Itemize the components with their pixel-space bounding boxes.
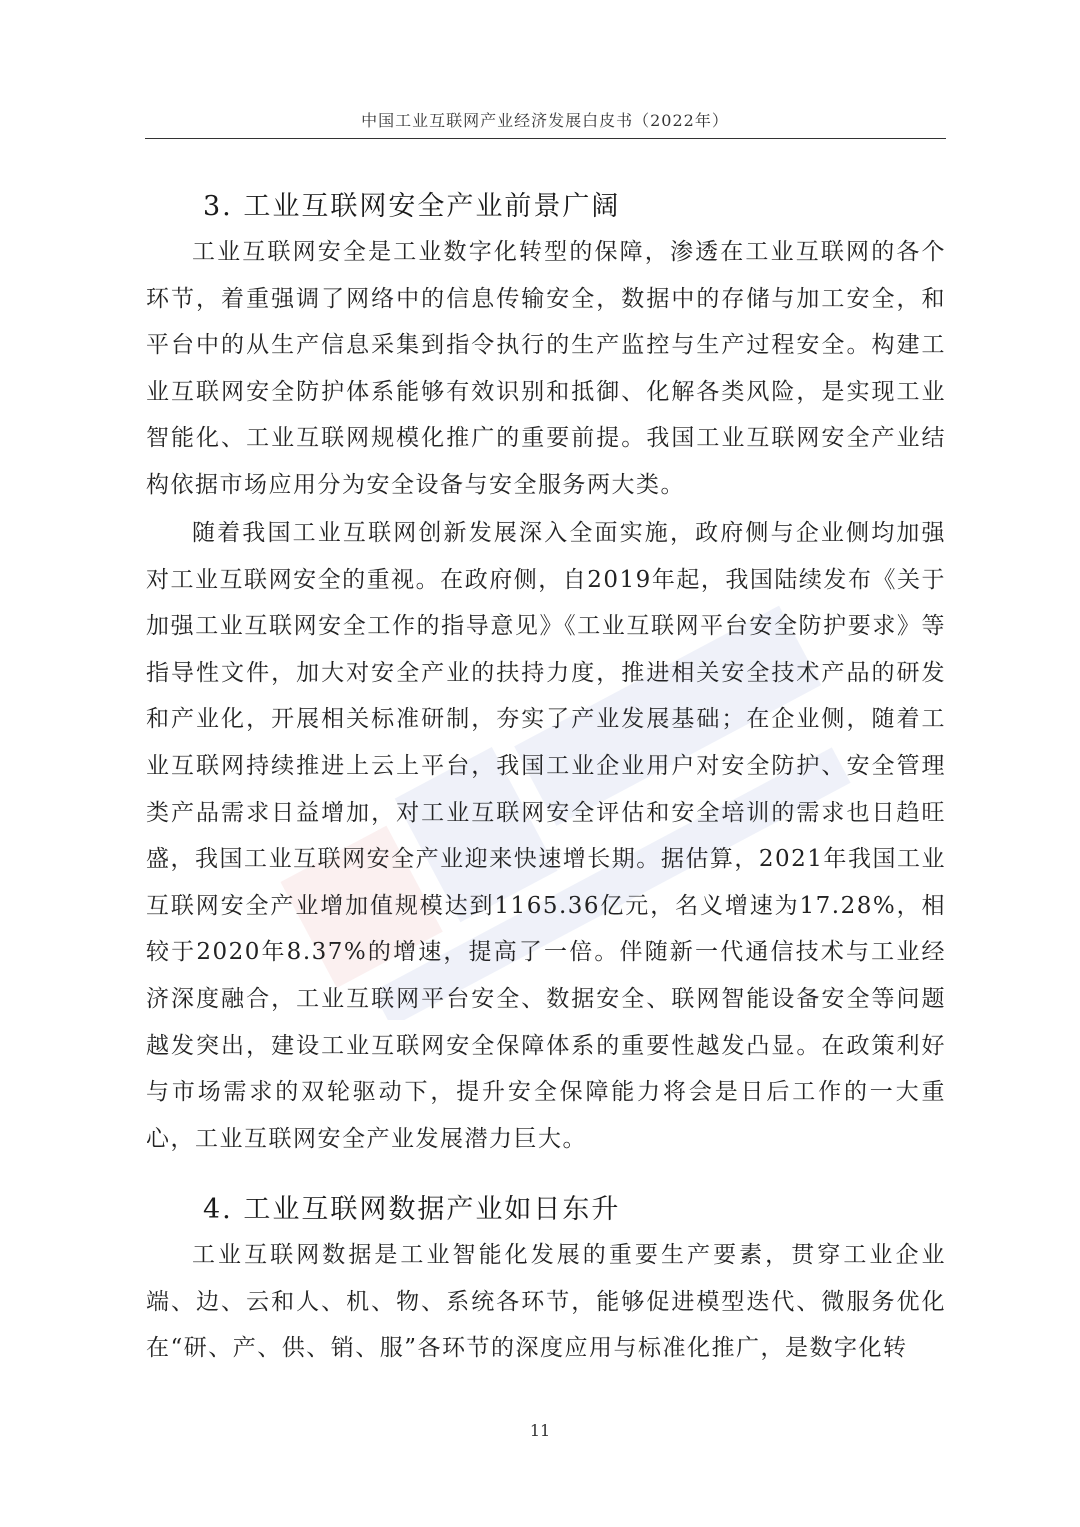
section-4-paragraph-1: 工业互联网数据是工业智能化发展的重要生产要素，贯穿工业企业端、边、云和人、机、物、系统各环节，能够促进模型迭代、微服务优化在“研、产、供、销、服”各环节的深度应用与标准化推广，是数字化转 (146, 1242, 946, 1362)
page-number: 11 (529, 1421, 551, 1440)
section-3-paragraph-2: 随着我国工业互联网创新发展深入全面实施，政府侧与企业侧均加强对工业互联网安全的重视。在政府侧，自2019年起，我国陆续发布《关于加强工业互联网安全工作的指导意见》《工业互联网平台安全防护要求》等指导性文件，加大对安全产业的扶持力度，推进相关安全技术产品的研发和产业化，开展相关标准研制，夯实了产业发展基础；在企业侧，随着工业互联网持续推进上云上平台，我国工业企业用户对安全防护、安全管理类产品需求日益增加，对工业互联网安全评估和安全培训的需求也日趋旺盛，我国工业互联网安全产业迎来快速增长期。据估算，2021年我国工业互联网安全产业增加值规模达到1165.36亿元，名义增速为17.28%，相较于2020年8.37%的增速，提高了一倍。伴随新一代通信技术与工业经济深度融合，工业互联网平台安全、数据安全、联网智能设备安全等问题越发突出，建设工业互联网安全保障体系的重要性越发凸显。在政策利好与市场需求的双轮驱动下，提升安全保障能力将会是日后工作的一大重心，工业互联网安全产业发展潜力巨大。 (146, 520, 946, 1152)
section-heading-4: 4. 工业互联网数据产业如日东升 (203, 1194, 621, 1225)
page-header-title: 中国工业互联网产业经济发展白皮书（2022年） (361, 111, 729, 130)
section-heading-3: 3. 工业互联网安全产业前景广阔 (203, 191, 621, 222)
header-divider (145, 138, 946, 139)
section-3-paragraph-1: 工业互联网安全是工业数字化转型的保障，渗透在工业互联网的各个环节，着重强调了网络中的信息传输安全，数据中的存储与加工安全，和平台中的从生产信息采集到指令执行的生产监控与生产过程安全。构建工业互联网安全防护体系能够有效识别和抵御、化解各类风险，是实现工业智能化、工业互联网规模化推广的重要前提。我国工业互联网安全产业结构依据市场应用分为安全设备与安全服务两大类。 (146, 239, 946, 498)
